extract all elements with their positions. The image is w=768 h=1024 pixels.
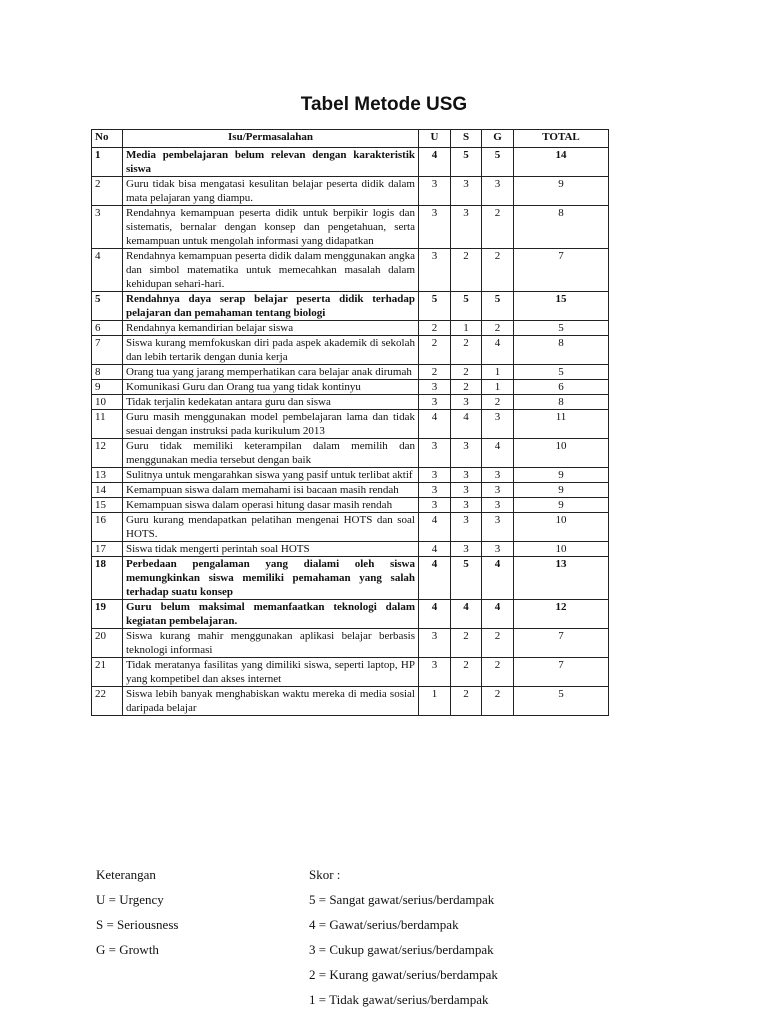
row-s: 3	[451, 498, 482, 513]
row-no: 2	[92, 177, 123, 206]
row-s: 5	[451, 557, 482, 600]
row-no: 11	[92, 410, 123, 439]
table-row	[92, 292, 609, 321]
row-u: 5	[419, 292, 451, 321]
row-total: 13	[514, 557, 609, 600]
row-u: 4	[419, 513, 451, 542]
row-g: 1	[482, 380, 514, 395]
row-no: 7	[92, 336, 123, 365]
row-total: 5	[514, 321, 609, 336]
table-row	[92, 395, 609, 410]
row-u: 3	[419, 249, 451, 292]
table-row	[92, 542, 609, 557]
row-g: 3	[482, 177, 514, 206]
table-row	[92, 483, 609, 498]
row-total: 11	[514, 410, 609, 439]
row-u: 4	[419, 557, 451, 600]
row-total: 9	[514, 177, 609, 206]
row-no: 5	[92, 292, 123, 321]
row-total: 10	[514, 439, 609, 468]
row-no: 8	[92, 365, 123, 380]
row-s: 2	[451, 336, 482, 365]
row-s: 3	[451, 513, 482, 542]
row-s: 2	[451, 380, 482, 395]
row-no: 19	[92, 600, 123, 629]
row-no: 12	[92, 439, 123, 468]
row-total: 8	[514, 336, 609, 365]
row-total: 14	[514, 148, 609, 177]
table-row	[92, 380, 609, 395]
table-row	[92, 249, 609, 292]
row-u: 2	[419, 365, 451, 380]
row-total: 8	[514, 206, 609, 249]
row-total: 9	[514, 468, 609, 483]
row-s: 2	[451, 629, 482, 658]
row-no: 16	[92, 513, 123, 542]
row-s: 3	[451, 468, 482, 483]
row-isu: Rendahnya kemampuan peserta didik dalam menggunakan angka dan simbol matematika untuk memecahkan masalah dalam kehidupan sehari-hari.	[123, 249, 419, 292]
row-s: 2	[451, 249, 482, 292]
skor-section	[309, 862, 498, 1012]
row-g: 2	[482, 658, 514, 687]
row-no: 6	[92, 321, 123, 336]
row-u: 4	[419, 410, 451, 439]
row-g: 3	[482, 483, 514, 498]
row-isu: Siswa lebih banyak menghabiskan waktu mereka di media sosial daripada belajar	[123, 687, 419, 716]
row-total: 10	[514, 542, 609, 557]
table-row	[92, 177, 609, 206]
row-g: 5	[482, 292, 514, 321]
row-isu: Guru tidak memiliki keterampilan dalam memilih dan menggunakan media tersebut dengan baik	[123, 439, 419, 468]
skor-item: 5 = Sangat gawat/serius/berdampak	[309, 892, 495, 907]
row-g: 4	[482, 557, 514, 600]
row-no: 1	[92, 148, 123, 177]
row-isu: Rendahnya daya serap belajar peserta didik terhadap pelajaran dan pemahaman tentang biologi	[123, 292, 419, 321]
row-no: 13	[92, 468, 123, 483]
row-isu: Komunikasi Guru dan Orang tua yang tidak kontinyu	[123, 380, 419, 395]
row-g: 3	[482, 498, 514, 513]
row-total: 7	[514, 629, 609, 658]
page-title: Tabel Metode USG	[300, 94, 468, 115]
row-g: 4	[482, 600, 514, 629]
row-s: 3	[451, 177, 482, 206]
row-u: 2	[419, 321, 451, 336]
row-u: 3	[419, 395, 451, 410]
row-s: 2	[451, 365, 482, 380]
row-g: 4	[482, 336, 514, 365]
row-u: 3	[419, 483, 451, 498]
row-isu: Guru kurang mendapatkan pelatihan mengenai HOTS dan soal HOTS.	[123, 513, 419, 542]
table-row	[92, 410, 609, 439]
row-s: 4	[451, 600, 482, 629]
header-no: No	[92, 130, 123, 148]
row-u: 3	[419, 498, 451, 513]
row-no: 21	[92, 658, 123, 687]
skor-item: 1 = Tidak gawat/serius/berdampak	[309, 992, 489, 1007]
row-no: 4	[92, 249, 123, 292]
keterangan-heading: Keterangan	[96, 867, 156, 882]
row-no: 15	[92, 498, 123, 513]
row-u: 4	[419, 542, 451, 557]
skor-item: 3 = Cukup gawat/serius/berdampak	[309, 942, 494, 957]
row-u: 3	[419, 380, 451, 395]
table-row	[92, 321, 609, 336]
row-total: 5	[514, 365, 609, 380]
table-row	[92, 658, 609, 687]
skor-heading: Skor :	[309, 867, 341, 882]
row-u: 3	[419, 658, 451, 687]
row-g: 3	[482, 410, 514, 439]
row-g: 2	[482, 249, 514, 292]
table-row	[92, 513, 609, 542]
header-g: G	[482, 130, 514, 148]
table-body	[92, 148, 609, 716]
row-isu: Tidak terjalin kedekatan antara guru dan siswa	[123, 395, 419, 410]
table-header-row	[92, 130, 609, 148]
row-no: 14	[92, 483, 123, 498]
row-total: 10	[514, 513, 609, 542]
row-u: 3	[419, 177, 451, 206]
row-s: 3	[451, 395, 482, 410]
row-u: 3	[419, 468, 451, 483]
row-total: 9	[514, 498, 609, 513]
row-g: 4	[482, 439, 514, 468]
table-row	[92, 468, 609, 483]
row-isu: Rendahnya kemandirian belajar siswa	[123, 321, 419, 336]
usg-table	[91, 129, 609, 716]
row-no: 17	[92, 542, 123, 557]
row-g: 2	[482, 395, 514, 410]
row-u: 2	[419, 336, 451, 365]
row-s: 3	[451, 483, 482, 498]
header-s: S	[451, 130, 482, 148]
table-row	[92, 206, 609, 249]
row-total: 9	[514, 483, 609, 498]
table-row	[92, 148, 609, 177]
row-total: 7	[514, 658, 609, 687]
keterangan-item: S = Seriousness	[96, 917, 179, 932]
row-no: 3	[92, 206, 123, 249]
table-row	[92, 439, 609, 468]
row-no: 22	[92, 687, 123, 716]
row-isu: Sulitnya untuk mengarahkan siswa yang pasif untuk terlibat aktif	[123, 468, 419, 483]
row-isu: Kemampuan siswa dalam memahami isi bacaan masih rendah	[123, 483, 419, 498]
keterangan-item: G = Growth	[96, 942, 159, 957]
row-u: 4	[419, 600, 451, 629]
table-row	[92, 629, 609, 658]
row-g: 3	[482, 468, 514, 483]
row-total: 8	[514, 395, 609, 410]
row-no: 20	[92, 629, 123, 658]
row-total: 6	[514, 380, 609, 395]
row-u: 1	[419, 687, 451, 716]
row-no: 10	[92, 395, 123, 410]
table-row	[92, 336, 609, 365]
row-isu: Kemampuan siswa dalam operasi hitung dasar masih rendah	[123, 498, 419, 513]
row-isu: Siswa kurang memfokuskan diri pada aspek akademik di sekolah dan lebih tertarik dengan dunia kerja	[123, 336, 419, 365]
row-isu: Media pembelajaran belum relevan dengan karakteristik siswa	[123, 148, 419, 177]
row-s: 3	[451, 439, 482, 468]
row-isu: Rendahnya kemampuan peserta didik untuk berpikir logis dan sistematis, bernalar dengan konsep dan pengetahuan, serta kemampuan untuk mengolah informasi yang didapatkan	[123, 206, 419, 249]
header-u: U	[419, 130, 451, 148]
keterangan-section	[96, 862, 178, 962]
keterangan-item: U = Urgency	[96, 892, 164, 907]
header-isu: Isu/Permasalahan	[123, 130, 419, 148]
table-row	[92, 600, 609, 629]
row-isu: Siswa tidak mengerti perintah soal HOTS	[123, 542, 419, 557]
row-s: 5	[451, 148, 482, 177]
row-total: 12	[514, 600, 609, 629]
row-g: 1	[482, 365, 514, 380]
row-total: 7	[514, 249, 609, 292]
row-u: 3	[419, 206, 451, 249]
table-row	[92, 687, 609, 716]
row-isu: Guru belum maksimal memanfaatkan teknologi dalam kegiatan pembelajaran.	[123, 600, 419, 629]
row-s: 5	[451, 292, 482, 321]
row-s: 3	[451, 206, 482, 249]
row-s: 2	[451, 687, 482, 716]
row-isu: Orang tua yang jarang memperhatikan cara belajar anak dirumah	[123, 365, 419, 380]
row-s: 2	[451, 658, 482, 687]
row-u: 3	[419, 439, 451, 468]
row-total: 5	[514, 687, 609, 716]
table-row	[92, 557, 609, 600]
row-g: 2	[482, 321, 514, 336]
row-g: 2	[482, 687, 514, 716]
skor-item: 4 = Gawat/serius/berdampak	[309, 917, 459, 932]
row-g: 3	[482, 542, 514, 557]
row-isu: Perbedaan pengalaman yang dialami oleh siswa memungkinkan siswa memiliki pemahaman yang salah terhadap suatu konsep	[123, 557, 419, 600]
table-row	[92, 365, 609, 380]
row-isu: Guru tidak bisa mengatasi kesulitan belajar peserta didik dalam mata pelajaran yang diampu.	[123, 177, 419, 206]
row-total: 15	[514, 292, 609, 321]
row-s: 1	[451, 321, 482, 336]
row-u: 3	[419, 629, 451, 658]
row-s: 4	[451, 410, 482, 439]
table-row	[92, 498, 609, 513]
row-g: 5	[482, 148, 514, 177]
row-no: 9	[92, 380, 123, 395]
row-isu: Guru masih menggunakan model pembelajaran lama dan tidak sesuai dengan instruksi pada kurikulum 2013	[123, 410, 419, 439]
row-s: 3	[451, 542, 482, 557]
skor-item: 2 = Kurang gawat/serius/berdampak	[309, 967, 498, 982]
row-g: 2	[482, 206, 514, 249]
row-isu: Tidak meratanya fasilitas yang dimiliki siswa, seperti laptop, HP yang kompetibel dan akses internet	[123, 658, 419, 687]
row-no: 18	[92, 557, 123, 600]
header-total: TOTAL	[514, 130, 609, 148]
row-u: 4	[419, 148, 451, 177]
row-g: 3	[482, 513, 514, 542]
row-g: 2	[482, 629, 514, 658]
row-isu: Siswa kurang mahir menggunakan aplikasi belajar berbasis teknologi informasi	[123, 629, 419, 658]
